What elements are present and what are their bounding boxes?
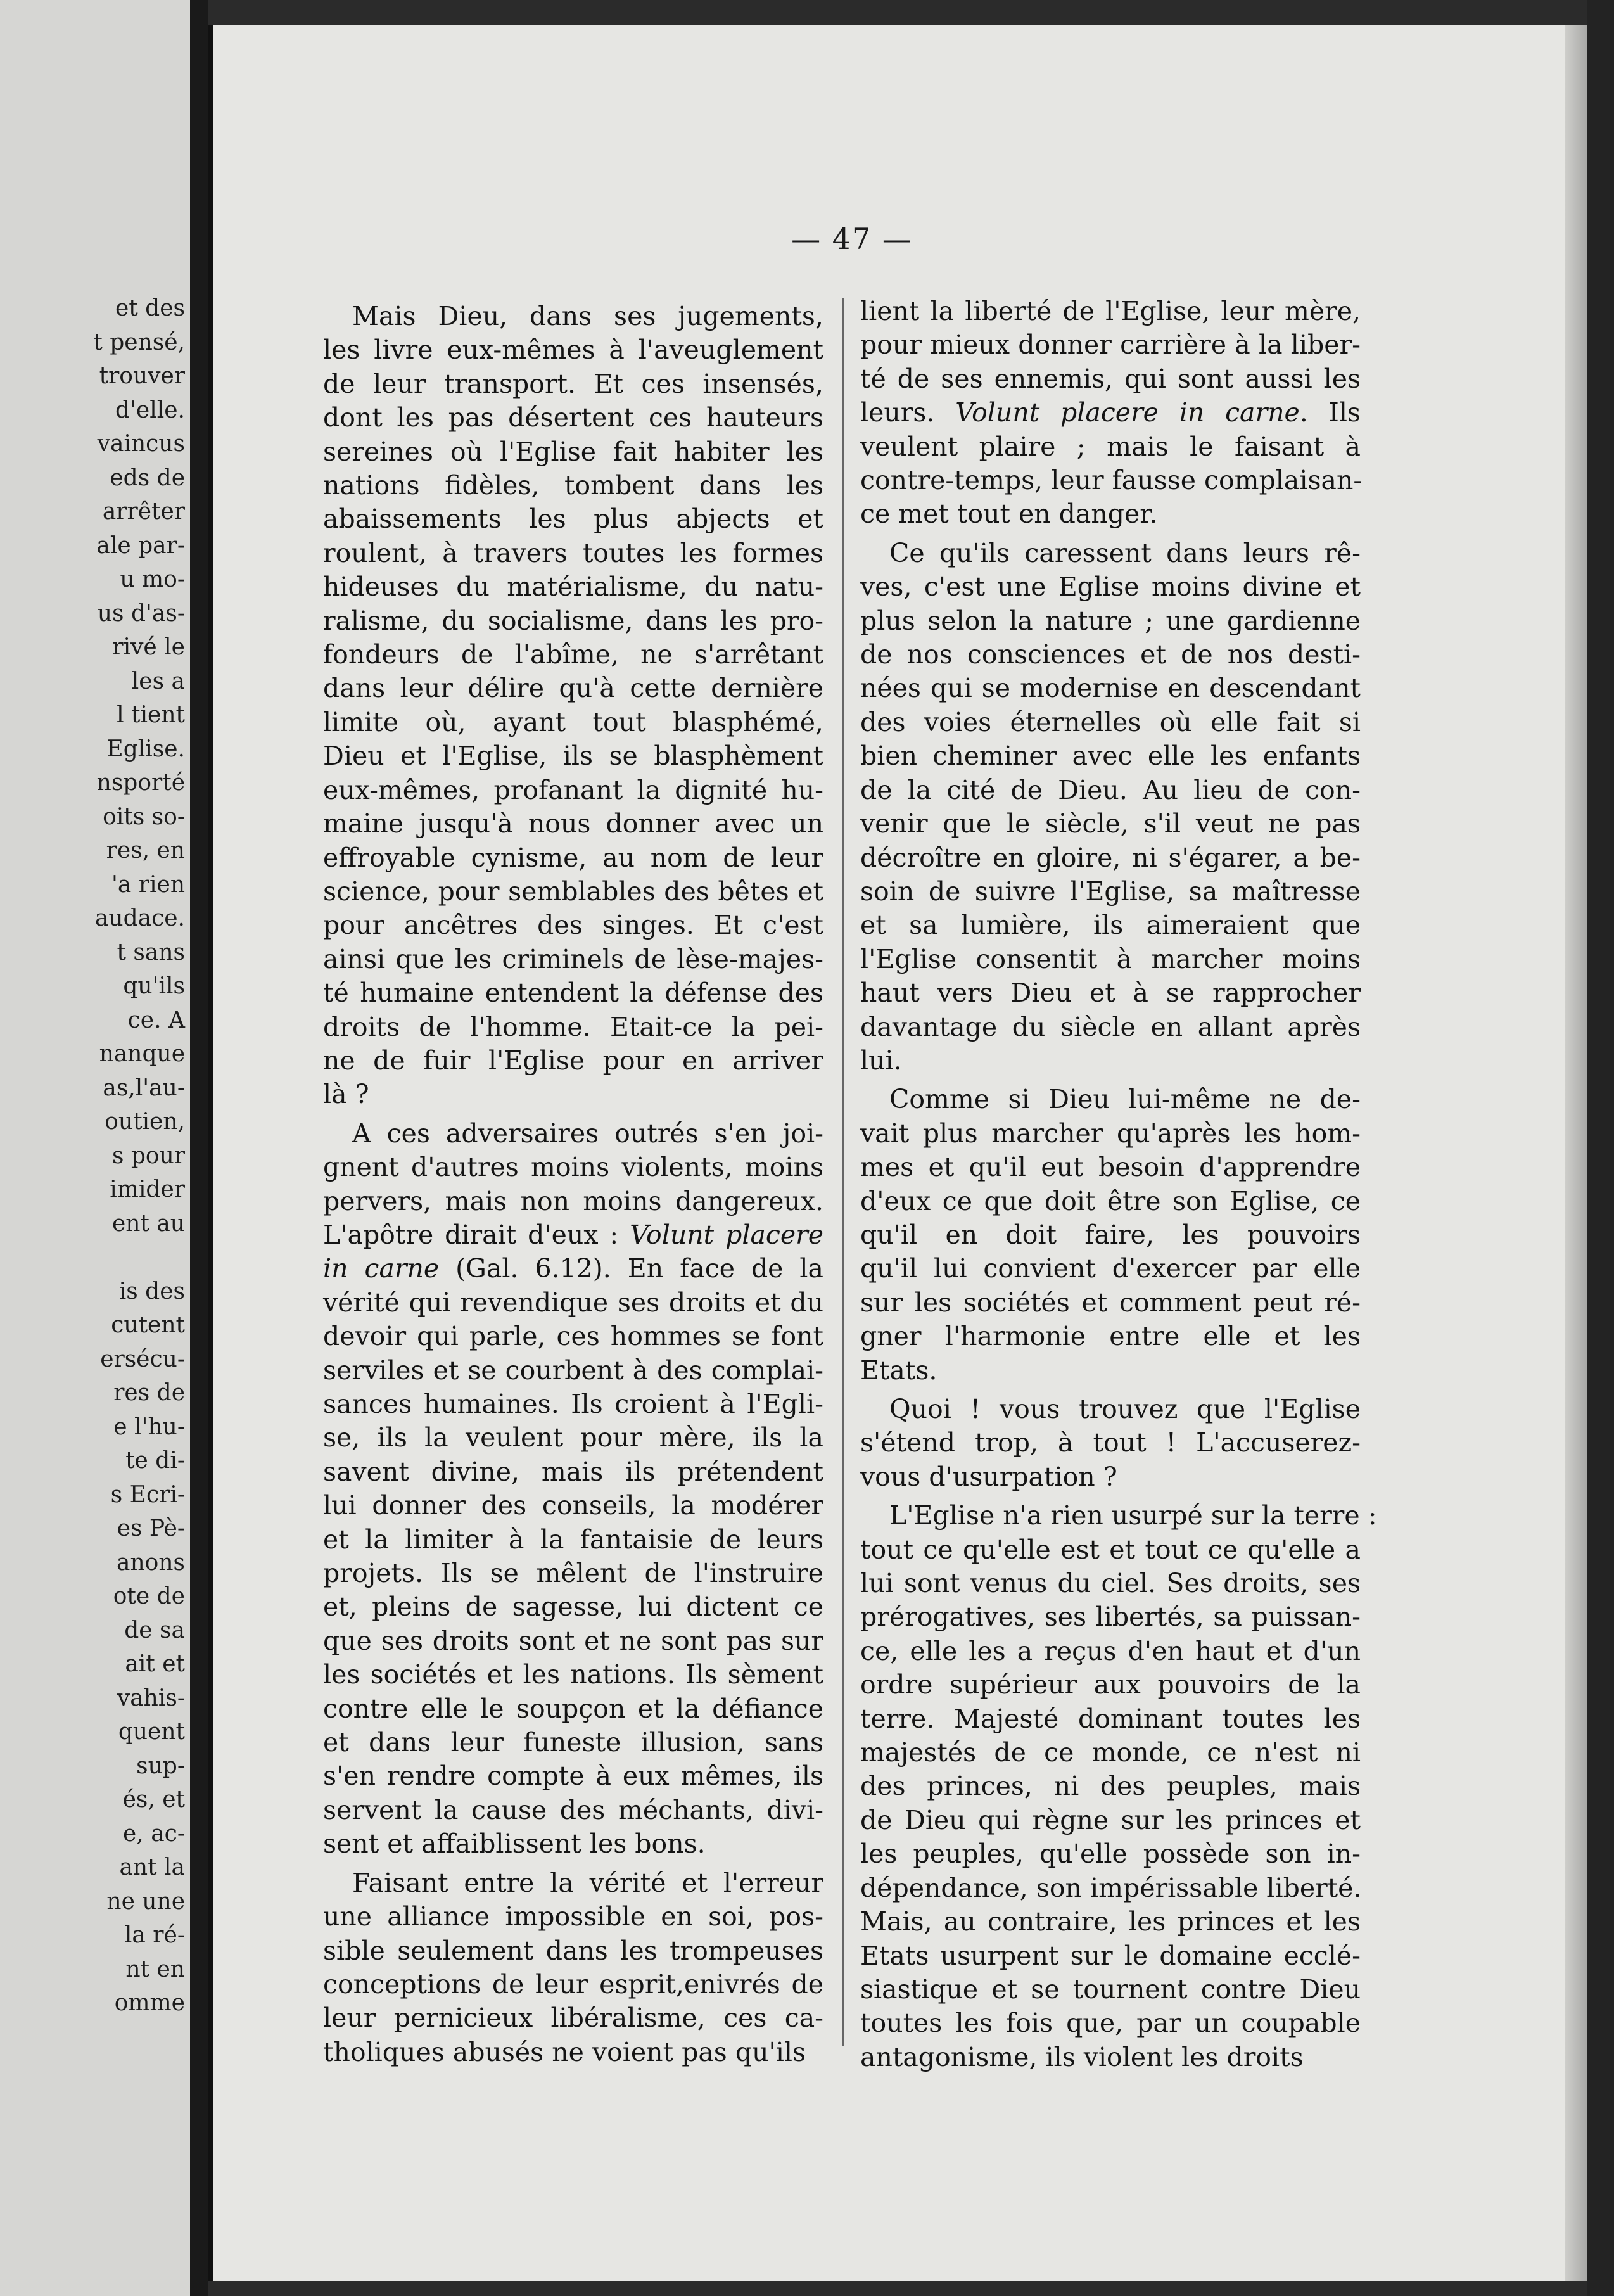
text-line: L'apôtre dirait d'eux : Volunt placere	[323, 1219, 823, 1250]
text-line: de la cité de Dieu. Au lieu de con-	[860, 774, 1361, 805]
text-line: L'Eglise n'a rien usurpé sur la terre :	[889, 1500, 1377, 1531]
text-line: té humaine entendent la défense des	[323, 978, 823, 1009]
text-line: ne de fuir l'Eglise pour en arriver	[323, 1045, 823, 1076]
previous-page-line: s Ecri-	[110, 1481, 185, 1508]
text-line: ves, c'est une Eglise moins divine et	[860, 571, 1361, 603]
text-line: les peuples, qu'elle possède son in-	[860, 1839, 1361, 1870]
previous-page-line: audace.	[94, 905, 185, 931]
text-line: lui.	[860, 1045, 902, 1076]
text-line: leurs. Volunt placere in carne. Ils	[860, 397, 1361, 428]
text-line: prérogatives, ses libertés, sa puissan-	[860, 1602, 1361, 1633]
text-line: serviles et se courbent à des complai-	[323, 1355, 823, 1386]
text-line: sereines où l'Eglise fait habiter les	[323, 436, 823, 467]
text-line: ce, elle les a reçus d'en haut et d'un	[860, 1635, 1361, 1666]
text-line: davantage du siècle en allant après	[860, 1011, 1361, 1042]
previous-page-line: cutent	[111, 1312, 185, 1338]
previous-page-line: ce. A	[127, 1007, 185, 1033]
text-line: sent et affaiblissent les bons.	[323, 1828, 706, 1859]
text-line: majestés de ce monde, ce n'est ni	[860, 1737, 1361, 1768]
text-line: fondeurs de l'abîme, ne s'arrêtant	[323, 639, 823, 670]
text-line: que ses droits sont et ne sont pas sur	[323, 1625, 823, 1656]
scan-border	[1587, 0, 1614, 2296]
text-line: Etats.	[860, 1355, 937, 1386]
text-line: nées qui se modernise en descendant	[860, 673, 1361, 704]
text-line: dans leur délire qu'à cette dernière	[323, 673, 823, 704]
text-line: qu'il en doit faire, les pouvoirs	[860, 1219, 1361, 1250]
previous-page-line: d'elle.	[115, 397, 185, 423]
text-line: soin de suivre l'Eglise, sa maîtresse	[860, 876, 1361, 907]
previous-page-line: ne une	[106, 1888, 185, 1915]
text-line: conceptions de leur esprit,enivrés de	[323, 1968, 823, 1999]
previous-page-line: imider	[110, 1177, 185, 1202]
text-line: de Dieu qui règne sur les princes et	[860, 1804, 1361, 1835]
text-line: des voies éternelles où elle fait si	[860, 706, 1361, 737]
text-line: lui donner des conseils, la modérer	[323, 1490, 823, 1521]
text-line: ainsi que les criminels de lèse-majes-	[323, 943, 823, 974]
text-line: et sa lumière, ils aimeraient que	[860, 910, 1361, 941]
previous-page-line: ait et	[125, 1651, 185, 1677]
previous-page-line: outien,	[105, 1109, 185, 1135]
text-line: effroyable cynisme, au nom de leur	[323, 842, 823, 873]
previous-page-line: nsporté	[96, 770, 185, 796]
previous-page-line: t sans	[117, 939, 185, 966]
previous-page-line: nanque	[99, 1041, 185, 1067]
previous-page-line	[0, 1240, 185, 1275]
text-line: Mais Dieu, dans ses jugements,	[352, 301, 823, 331]
previous-page-line: Eglise.	[106, 736, 185, 762]
text-line: gner l'harmonie entre elle et les	[860, 1321, 1361, 1352]
text-line: les sociétés et les nations. Ils sèment	[323, 1659, 823, 1690]
previous-page-line: res, en	[106, 838, 185, 864]
previous-page-line: sup-	[136, 1752, 185, 1779]
text-line: plus selon la nature ; une gardienne	[860, 605, 1361, 636]
text-line: sible seulement dans les trompeuses	[323, 1935, 823, 1966]
text-line: une alliance impossible en soi, pos-	[323, 1901, 823, 1932]
text-line: gnent d'autres moins violents, moins	[323, 1152, 823, 1183]
text-line: contre-temps, leur fausse complaisan-	[860, 465, 1363, 496]
text-line: venir que le siècle, s'il veut ne pas	[860, 808, 1361, 839]
text-line: A ces adversaires outrés s'en joi-	[352, 1118, 823, 1149]
previous-page-line: és, et	[122, 1787, 185, 1813]
previous-page-line: trouver	[99, 363, 185, 389]
previous-page-line: ant la	[119, 1854, 185, 1880]
text-line: l'Eglise consentit à marcher moins	[860, 943, 1361, 974]
previous-page-line: vahis-	[117, 1685, 185, 1711]
text-line: dépendance, son impérissable liberté.	[860, 1872, 1362, 1903]
previous-page-line: ote de	[113, 1583, 185, 1609]
right-text-column	[860, 295, 1377, 2074]
text-line: contre elle le soupçon et la défiance	[323, 1693, 823, 1724]
text-line: science, pour semblables des bêtes et	[323, 876, 823, 907]
text-line: tholiques abusés ne voient pas qu'ils	[323, 2036, 806, 2067]
previous-page-line: s pour	[111, 1142, 185, 1169]
text-line: des princes, ni des peuples, mais	[860, 1771, 1361, 1802]
text-line: eux-mêmes, profanant la dignité hu-	[323, 774, 823, 805]
text-line: les livre eux-mêmes à l'aveuglement	[323, 335, 823, 366]
text-line: maine jusqu'à nous donner avec un	[323, 808, 823, 839]
text-line: veulent plaire ; mais le faisant à	[860, 431, 1361, 462]
text-line: Mais, au contraire, les princes et les	[860, 1906, 1361, 1937]
text-line: ce met tout en danger.	[860, 499, 1158, 530]
text-line: limite où, ayant tout blasphémé,	[323, 706, 823, 737]
text-line: lui sont venus du ciel. Ses droits, ses	[860, 1568, 1361, 1599]
previous-page-text	[0, 291, 185, 2020]
text-line: Faisant entre la vérité et l'erreur	[352, 1867, 823, 1898]
text-line: servent la cause des méchants, divi-	[323, 1794, 823, 1825]
previous-page-line: e, ac-	[123, 1820, 185, 1847]
previous-page-line: omme	[114, 1990, 185, 2016]
text-line: d'eux ce que doit être son Eglise, ce	[860, 1185, 1361, 1216]
text-line: pervers, mais non moins dangereux.	[323, 1185, 823, 1216]
previous-page-line: ersécu-	[100, 1346, 185, 1372]
text-line: Ce qu'ils caressent dans leurs rê-	[889, 537, 1361, 568]
text-line: vérité qui revendique ses droits et du	[323, 1287, 823, 1318]
previous-page-line: rivé le	[112, 634, 185, 660]
text-line: Quoi ! vous trouvez que l'Eglise	[889, 1394, 1361, 1424]
text-line: vait plus marcher qu'après les hom-	[860, 1118, 1361, 1149]
text-line: terre. Majesté dominant toutes les	[860, 1703, 1361, 1734]
previous-page-line: la ré-	[124, 1922, 185, 1948]
previous-page-line: eds de	[110, 464, 185, 491]
previous-page-line: anons	[117, 1549, 185, 1576]
previous-page-line: 'a rien	[111, 871, 185, 898]
text-line: siastique et se tournent contre Dieu	[860, 1974, 1361, 2005]
text-line: roulent, à travers toutes les formes	[323, 537, 823, 568]
text-line: de nos consciences et de nos desti-	[860, 639, 1361, 670]
text-line: s'étend trop, à tout ! L'accuserez-	[860, 1427, 1361, 1458]
text-line: projets. Ils se mêlent de l'instruire	[323, 1558, 823, 1589]
text-line: savent divine, mais ils prétendent	[323, 1456, 823, 1487]
text-line: décroître en gloire, ni s'égarer, a be-	[860, 842, 1361, 873]
text-line: et, pleins de sagesse, lui dictent ce	[323, 1591, 823, 1623]
previous-page-line: oits so-	[103, 803, 185, 830]
text-line: se, ils la veulent pour mère, ils la	[323, 1422, 823, 1453]
book-gutter	[190, 0, 208, 2296]
previous-page-line: qu'ils	[123, 973, 185, 999]
text-line: lient la liberté de l'Eglise, leur mère,	[860, 296, 1361, 326]
text-line: pour mieux donner carrière à la liber-	[860, 329, 1361, 360]
page-edge	[1565, 25, 1587, 2281]
previous-page-line: les a	[131, 668, 185, 694]
previous-page-line: es Pè-	[117, 1515, 185, 1541]
previous-page-line: l tient	[117, 702, 185, 728]
text-line: haut vers Dieu et à se rapprocher	[860, 978, 1361, 1009]
previous-page-line: t pensé,	[93, 329, 185, 355]
page-number: — 47 —	[791, 222, 913, 256]
text-line: toutes les fois que, par un coupable	[860, 2008, 1361, 2039]
previous-page-line: is des	[118, 1278, 185, 1304]
text-line: tout ce qu'elle est et tout ce qu'elle a	[860, 1534, 1361, 1565]
text-line: ordre supérieur aux pouvoirs de la	[860, 1669, 1361, 1700]
text-line: devoir qui parle, ces hommes se font	[323, 1321, 823, 1352]
previous-page-line: ale par-	[96, 532, 185, 559]
text-line: té de ses ennemis, qui sont aussi les	[860, 363, 1361, 394]
previous-page-line: vaincus	[97, 431, 185, 457]
text-line: abaissements les plus abjects et	[323, 504, 823, 535]
previous-page	[0, 0, 190, 2296]
text-line: dont les pas désertent ces hauteurs	[323, 402, 823, 433]
text-line: et la limiter à la fantaisie de leurs	[323, 1524, 823, 1555]
text-line: sances humaines. Ils croient à l'Egli-	[323, 1389, 823, 1419]
text-line: s'en rendre compte à eux mêmes, ils	[323, 1761, 823, 1792]
previous-page-line: e l'hu-	[113, 1413, 185, 1440]
text-line: nations fidèles, tombent dans les	[323, 470, 823, 501]
text-line: antagonisme, ils violent les droits	[860, 2041, 1304, 2072]
text-line: vous d'usurpation ?	[860, 1461, 1117, 1492]
text-line: et dans leur funeste illusion, sans	[323, 1727, 823, 1758]
previous-page-line: ent au	[111, 1210, 185, 1237]
previous-page-line: as,l'au-	[103, 1075, 185, 1101]
previous-page-line: us d'as-	[97, 600, 185, 627]
previous-page-line: nt en	[125, 1956, 185, 1982]
previous-page-line: de sa	[124, 1617, 185, 1643]
text-line: pour ancêtres des singes. Et c'est	[323, 910, 823, 941]
left-text-column	[323, 295, 823, 2069]
text-line: leur pernicieux libéralisme, ces ca-	[323, 2003, 823, 2034]
text-line: sur les sociétés et comment peut ré-	[860, 1287, 1361, 1318]
text-line: mes et qu'il eut besoin d'apprendre	[860, 1152, 1361, 1183]
text-line: in carne (Gal. 6.12). En face de la	[323, 1253, 823, 1284]
previous-page-line: arrêter	[102, 499, 185, 525]
previous-page-line: te di-	[125, 1448, 185, 1474]
text-line: bien cheminer avec elle les enfants	[860, 741, 1361, 772]
text-line: Dieu et l'Eglise, ils se blasphèment	[323, 741, 823, 772]
text-line: Comme si Dieu lui-même ne de-	[889, 1084, 1361, 1115]
column-divider	[842, 298, 844, 2046]
previous-page-line: u mo-	[120, 566, 185, 592]
previous-page-line: res de	[113, 1380, 185, 1406]
text-line: qu'il lui convient d'exercer par elle	[860, 1253, 1361, 1284]
text-line: de leur transport. Et ces insensés,	[323, 368, 823, 399]
text-line: là ?	[323, 1079, 369, 1110]
previous-page-line: et des	[115, 295, 185, 321]
text-line: ralisme, du socialisme, dans les pro-	[323, 605, 823, 636]
text-line: hideuses du matérialisme, du natu-	[323, 571, 823, 603]
text-line: droits de l'homme. Etait-ce la pei-	[323, 1011, 823, 1042]
text-line: Etats usurpent sur le domaine ecclé-	[860, 1940, 1361, 1971]
previous-page-line: quent	[118, 1719, 185, 1745]
